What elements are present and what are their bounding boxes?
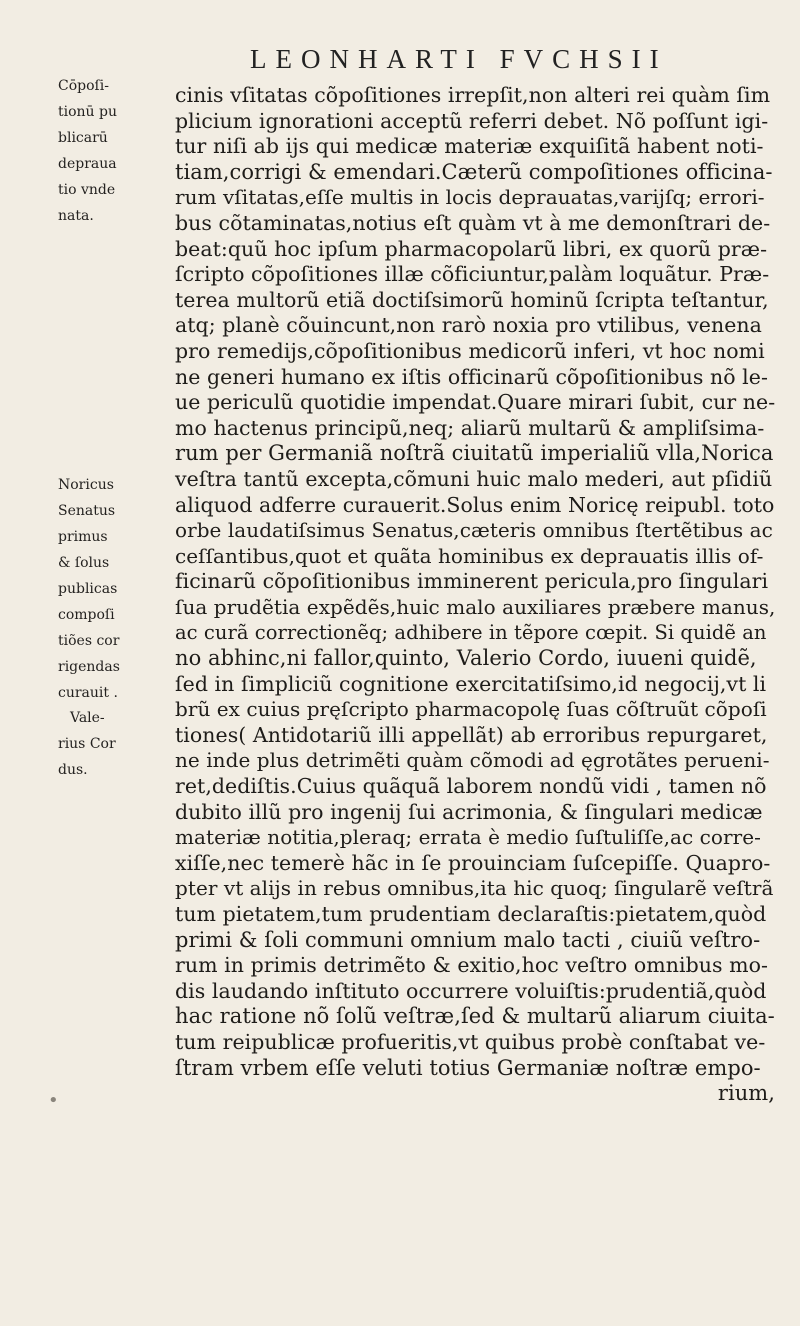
margin-note-line: tionū pu <box>58 104 117 120</box>
text-line: aliquod adferre curauerit.Solus enim Noricę reipubl. toto <box>175 492 775 517</box>
text-line: xiſſe,nec temerè hãc in ſe prouinciam ſuſcepiſſe. Quapro- <box>175 850 771 875</box>
text-line: tiam,corrigi & emendari.Cæterũ compoſitiones officina- <box>175 159 773 184</box>
text-line: rum per Germaniã noſtrã ciuitatũ imperialiũ vlla,Norica <box>175 441 774 466</box>
margin-note-line: rigendas <box>58 659 120 675</box>
margin-note-line: Senatus <box>58 503 116 519</box>
text-line: plicium ignorationi acceptũ referri debet. Nõ poſſunt igi- <box>175 108 769 133</box>
text-line: veſtra tantũ excepta,cõmuni huic malo mederi, aut pſidiũ <box>175 466 773 491</box>
text-line: hac ratione nõ ſolũ veſtræ,ſed & multarũ aliarum ciuita- <box>175 1004 775 1029</box>
text-line: ret,dediſtis.Cuius quãquã laborem nondũ vidi , tamen nõ <box>175 774 767 799</box>
text-line: ſua prudẽtia expẽdẽs,huic malo auxiliares præbere manus, <box>175 594 776 619</box>
text-line: dubito illũ pro ingenij ſui acrimonia, & ſingulari medicæ <box>175 799 763 824</box>
margin-note-line: primus <box>58 529 108 545</box>
margin-note-line: Noricus <box>58 477 114 493</box>
text-line: tum pietatem,tum prudentiam declaraſtis:pietatem,quòd <box>175 902 767 926</box>
text-line: mo hactenus principũ,neq; aliarũ multarũ & ampliſsima- <box>175 415 765 440</box>
text-line: ue periculũ quotidie impendat.Quare mirari ſubit, cur ne- <box>175 390 776 415</box>
text-line: ſed in ſimpliciũ cognitione exercitatiſsimo,id negocij,vt li <box>175 671 767 696</box>
margin-note-noricus <box>58 472 178 706</box>
text-line: ſtram vrbem eſſe veluti totius Germaniæ noſtræ empo- <box>175 1055 761 1080</box>
text-line: tur niſi ab ijs qui medicæ materiæ exquiſitã habent noti- <box>175 134 764 159</box>
text-line: ſcripto cõpoſitiones illæ cõficiuntur,palàm loquãtur. Præ- <box>175 262 770 287</box>
margin-note-line: Vale- <box>70 710 105 726</box>
text-line: pro remedijs,cõpoſitionibus medicorũ inferi, vt hoc nomi <box>175 338 765 363</box>
margin-note-line: compoſi <box>58 607 115 623</box>
text-line: materiæ notitia,pleraq; errata è medio ſuſtuliſſe,ac corre- <box>175 825 761 850</box>
text-line: primi & ſoli communi omnium malo tacti , ciuiũ veſtro- <box>175 927 761 952</box>
text-line: beat:quũ hoc ipſum pharmacopolarũ libri, ex quorũ præ- <box>175 236 768 261</box>
main-text-column <box>175 83 775 1107</box>
ink-mark: • <box>48 1090 59 1111</box>
margin-note-line: & ſolus <box>58 555 110 571</box>
text-line: pter vt alijs in rebus omnibus,ita hic quoq; ſingularẽ veſtrã <box>175 876 774 901</box>
text-line: rum in primis detrimẽto & exitio,hoc veſtro omnibus mo- <box>175 953 769 978</box>
catchword: rium, <box>717 1081 775 1106</box>
margin-note-line: curauit . <box>58 685 118 701</box>
margin-note-line: blicarū <box>58 130 108 146</box>
text-line: bus cõtaminatas,notius eſt quàm vt à me demonſtrari de- <box>175 210 771 235</box>
text-line: dis laudando inſtituto occurrere voluiſtis:prudentiã,quòd <box>175 978 767 1003</box>
margin-note-line: publicas <box>58 581 118 597</box>
text-line: ficinarũ cõpoſitionibus imminerent pericula,pro ſingulari <box>175 569 769 594</box>
text-line: rum vſitatas,eſſe multis in locis deprauatas,varijſq; errori- <box>175 185 765 210</box>
text-line: no abhinc,ni fallor,quinto, Valerio Cordo, iuueni quidẽ, <box>175 646 757 671</box>
text-line: orbe laudatiſsimus Senatus,cæteris omnibus ſtertẽtibus ac <box>175 518 773 543</box>
text-line: tum reipublicæ profueritis,vt quibus probè conſtabat ve- <box>175 1029 766 1054</box>
margin-note-line: tiões cor <box>58 633 120 649</box>
margin-note-line: rius Cor <box>58 736 116 752</box>
margin-note-line: dus. <box>58 762 88 778</box>
text-line: terea multorũ etiã doctiſsimorũ hominũ ſcripta teſtantur, <box>175 287 769 312</box>
text-line: brũ ex cuius pręſcripto pharmacopolę ſuas cõſtruũt cõpoſi <box>175 697 767 722</box>
margin-note-line: tio vnde <box>58 182 116 198</box>
text-line: atq; planè cõuincunt,non rarò noxia pro vtilibus, venena <box>175 313 762 338</box>
text-line: ne generi humano ex iſtis officinarũ cõpoſitionibus nõ le- <box>175 364 768 389</box>
text-line: ceſſantibus,quot et quãta hominibus ex deprauatis illis of- <box>175 543 764 568</box>
margin-note-line: deprauа <box>58 156 117 172</box>
text-line: tiones( Antidotariũ illi appellãt) ab erroribus repurgaret, <box>175 722 768 747</box>
text-line: ne inde plus detrimẽti quàm cõmodi ad ęgrotãtes perueni- <box>175 748 770 773</box>
margin-note-line: nata. <box>58 208 94 224</box>
text-line: cinis vſitatas cõpoſitiones irrepſit,non alteri rei quàm ſim <box>175 83 771 107</box>
running-header: LEONHARTI FVCHSII <box>250 44 668 74</box>
text-line: ac curã correctionẽq; adhibere in tẽpore cœpit. Si quidẽ an <box>175 621 767 645</box>
margin-note-line: Cōpoſi- <box>58 78 109 94</box>
margin-note-compositions <box>58 73 178 229</box>
margin-note-valerius <box>58 705 178 783</box>
